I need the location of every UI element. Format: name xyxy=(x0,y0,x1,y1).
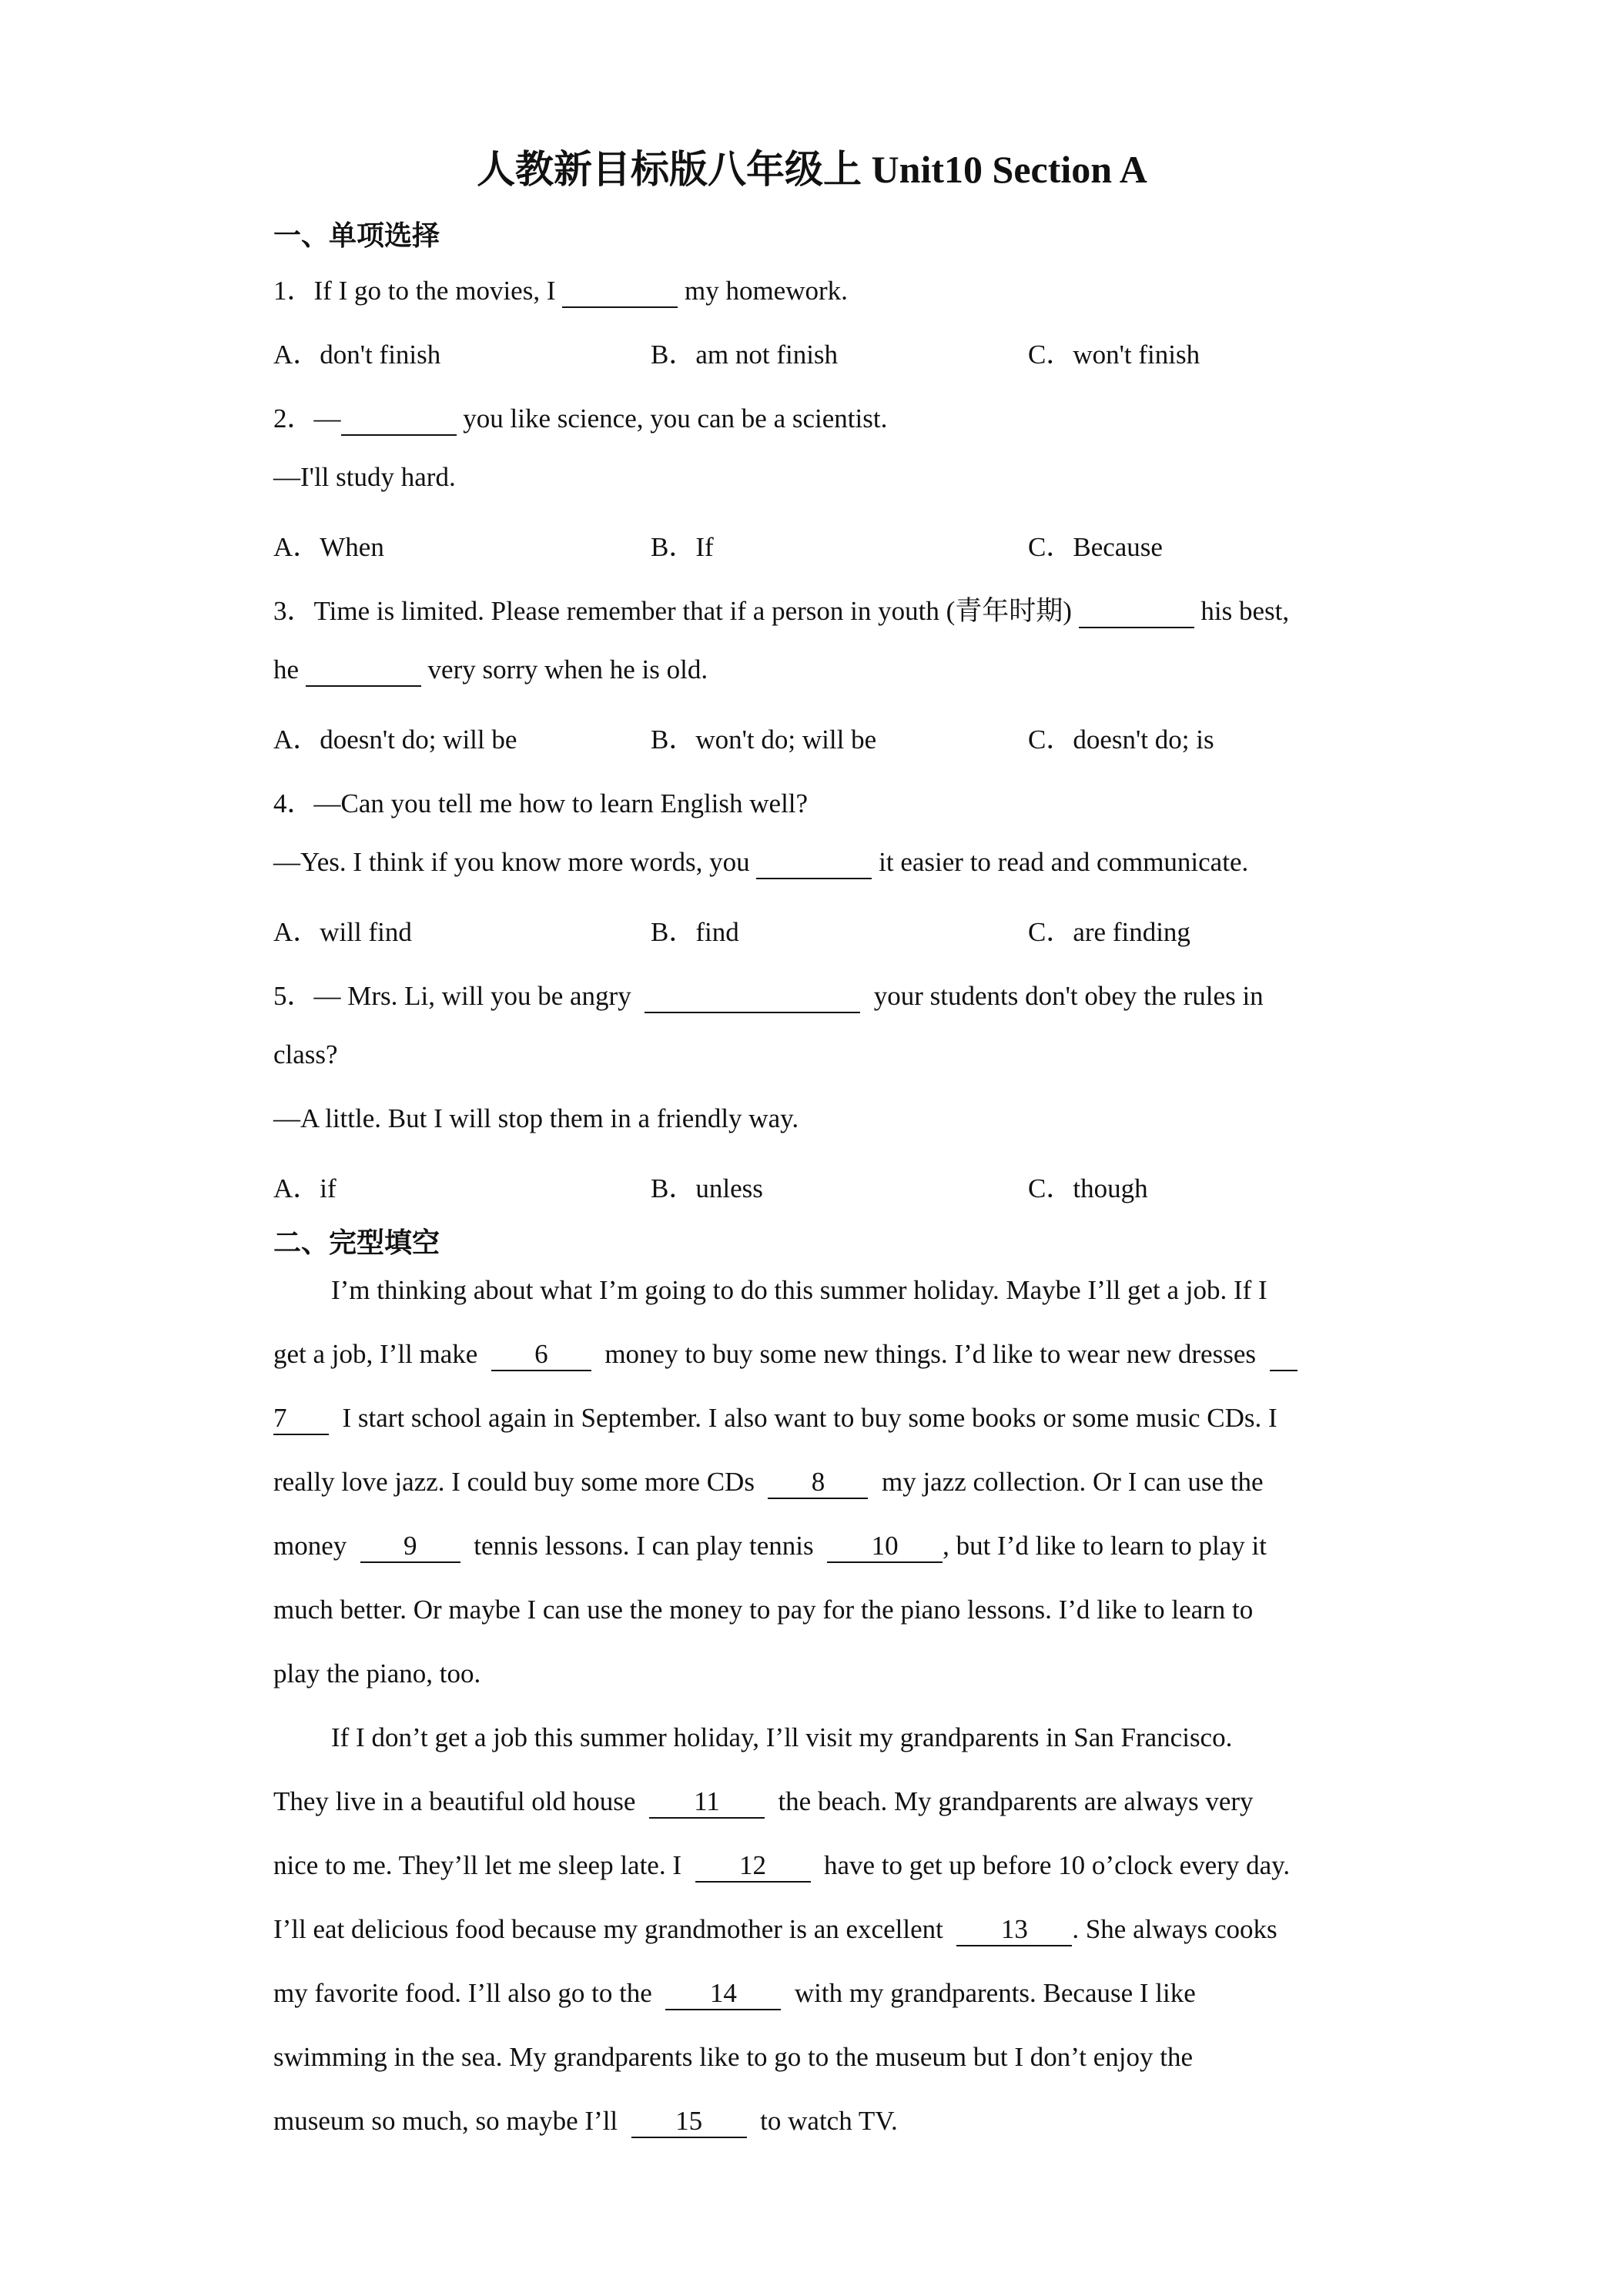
cloze-blank-12: 12 xyxy=(695,1850,811,1883)
option-b: B．If xyxy=(651,532,714,562)
option-c: C．though xyxy=(1028,1173,1148,1203)
option-a: A．don't finish xyxy=(273,340,441,370)
option-a: A．doesn't do; will be xyxy=(273,725,517,755)
cloze-blank-10: 10 xyxy=(827,1531,943,1563)
cloze-line: They live in a beautiful old house 11 the beach. My grandparents are always very xyxy=(273,1786,1254,1819)
option-b: B．unless xyxy=(651,1173,763,1203)
question-4-reply: —Yes. I think if you know more words, you it easier to read and communicate. xyxy=(273,847,1248,879)
question-number: 1． xyxy=(273,276,314,306)
cloze-blank-15: 15 xyxy=(631,2106,747,2138)
cloze-blank-11: 11 xyxy=(649,1786,765,1819)
option-b: B．won't do; will be xyxy=(651,725,877,755)
answer-blank xyxy=(341,403,457,436)
cloze-blank-14: 14 xyxy=(665,1978,781,2010)
answer-blank xyxy=(306,654,421,687)
question-3: 3．Time is limited. Please remember that if a person in youth (青年时期) his best, xyxy=(273,590,1289,628)
option-b: B．am not finish xyxy=(651,340,839,370)
question-number: 5． xyxy=(273,981,314,1011)
option-c: C．are finding xyxy=(1028,917,1190,947)
question-2: 2．— you like science, you can be a scientist. xyxy=(273,397,887,436)
option-c: C．won't finish xyxy=(1028,340,1200,370)
question-5: 5．— Mrs. Li, will you be angry your students don't obey the rules in xyxy=(273,975,1264,1013)
cloze-line: really love jazz. I could buy some more CDs 8 my jazz collection. Or I can use the xyxy=(273,1467,1264,1499)
cloze-line: play the piano, too. xyxy=(273,1658,481,1689)
cloze-line: money 9 tennis lessons. I can play tennis 10 , but I’d like to learn to play it xyxy=(273,1531,1267,1563)
question-5-continued: class? xyxy=(273,1039,338,1069)
cloze-line: 7 I start school again in September. I also want to buy some books or some music CDs. I xyxy=(273,1403,1277,1435)
option-b: B．find xyxy=(651,917,739,947)
option-a: A．will find xyxy=(273,917,412,947)
cloze-line: I’ll eat delicious food because my grandmother is an excellent 13 . She always cooks xyxy=(273,1914,1277,1946)
cloze-line: nice to me. They’ll let me sleep late. I 12 have to get up before 10 o’clock every day. xyxy=(273,1850,1290,1883)
option-a: A．if xyxy=(273,1173,337,1203)
cloze-blank-13: 13 xyxy=(956,1914,1072,1946)
cloze-line: my favorite food. I’ll also go to the 14 with my grandparents. Because I like xyxy=(273,1978,1196,2010)
question-number: 3． xyxy=(273,596,314,626)
question-1: 1．If I go to the movies, I my homework. xyxy=(273,269,848,308)
question-number: 2． xyxy=(273,403,314,433)
question-3-continued: he very sorry when he is old. xyxy=(273,654,708,687)
answer-blank xyxy=(756,847,872,879)
cloze-blank-6: 6 xyxy=(491,1339,591,1371)
section-heading-multiple-choice: 一、单项选择 xyxy=(273,220,440,252)
cloze-blank-7-start xyxy=(1270,1339,1298,1371)
question-2-reply: —I'll study hard. xyxy=(273,462,456,492)
question-5-reply: —A little. But I will stop them in a friendly way. xyxy=(273,1103,799,1133)
cloze-blank-9: 9 xyxy=(360,1531,460,1563)
cloze-line: get a job, I’ll make 6 money to buy some new things. I’d like to wear new dresses xyxy=(273,1339,1298,1371)
cloze-line: museum so much, so maybe I’ll 15 to watch TV. xyxy=(273,2106,898,2138)
option-c: C．doesn't do; is xyxy=(1028,725,1214,755)
answer-blank xyxy=(1079,596,1194,628)
cloze-line: If I don’t get a job this summer holiday, I’ll visit my grandparents in San Francisco. xyxy=(331,1722,1233,1752)
option-c: C．Because xyxy=(1028,532,1163,562)
answer-blank xyxy=(645,981,860,1013)
cloze-line: I’m thinking about what I’m going to do this summer holiday. Maybe I’ll get a job. If I xyxy=(331,1275,1267,1305)
answer-blank xyxy=(562,276,678,308)
question-4: 4．—Can you tell me how to learn English well? xyxy=(273,788,809,818)
question-number: 4． xyxy=(273,788,314,818)
cloze-line: swimming in the sea. My grandparents like to go to the museum but I don’t enjoy the xyxy=(273,2042,1194,2072)
cloze-blank-7: 7 xyxy=(273,1403,329,1435)
cloze-blank-8: 8 xyxy=(768,1467,868,1499)
section-heading-cloze: 二、完型填空 xyxy=(273,1227,440,1259)
option-a: A．When xyxy=(273,532,384,562)
page-title: 人教新目标版八年级上 Unit10 Section A xyxy=(477,148,1147,191)
cloze-line: much better. Or maybe I can use the money to pay for the piano lessons. I’d like to learn to xyxy=(273,1595,1254,1625)
